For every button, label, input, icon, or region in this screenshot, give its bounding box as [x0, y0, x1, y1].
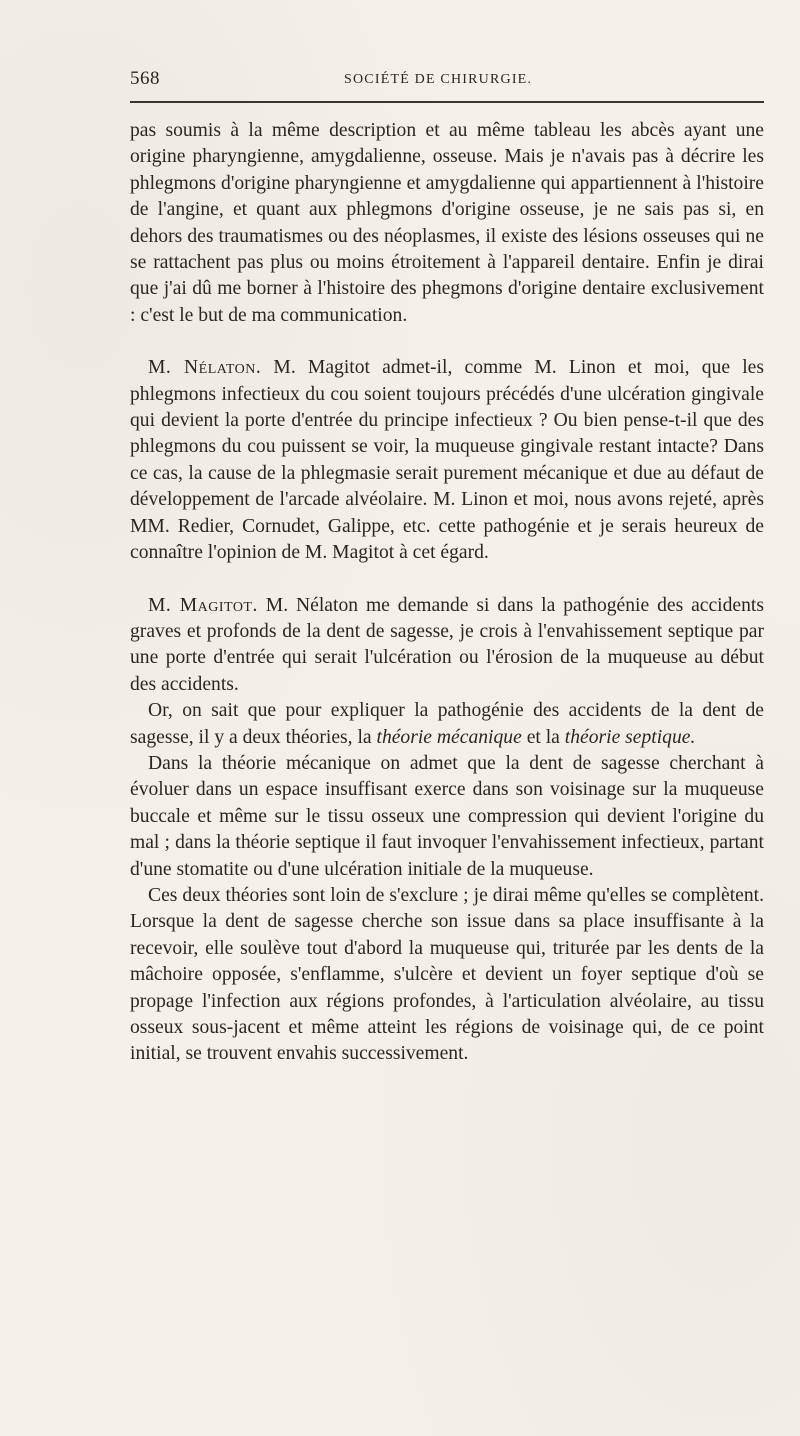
paragraph-text: Ces deux théories sont loin de s'exclure ; je dirai même qu'elles se complètent. Lorsque la dent de sagesse cherche son issue dans sa place insuffisante à la recevoir, elle soulève tout d'abord la muqueuse qui, triturée par les dents de la mâchoire opposée, s'enflamme, s'ulcère et devient un foyer septique d'où se propage l'infection aux régions profondes, à l'articulation alvéolaire, au tissu osseux sous-jacent et même atteint les régions de voisinage qui, de ce point initial, se trouvent envahis successivement.	[130, 884, 764, 1065]
body-text	[130, 118, 764, 1068]
paragraph-text: Or, on sait que pour expliquer la pathogénie des accidents de la dent de sagesse, il y a deux théories, la	[130, 700, 764, 748]
page-number: 568	[130, 68, 160, 89]
paragraph-text: M. Nélaton me demande si dans la pathogénie des accidents graves et profonds de la dent de sagesse, je crois à l'envahissement septique par une porte d'entrée qui serait l'ulcération ou l'érosion de la muqueuse au début des accidents.	[130, 594, 764, 695]
paragraph-magitot	[130, 593, 764, 699]
paragraph-conclusion	[130, 883, 764, 1068]
running-head	[130, 62, 764, 92]
paragraph-text: et la	[526, 726, 560, 748]
italic-term: théorie mécanique	[376, 726, 522, 748]
italic-term: théorie septique.	[564, 726, 696, 748]
header-rule	[130, 101, 764, 103]
paragraph-nelaton	[130, 355, 764, 566]
paragraph-continuation	[130, 118, 764, 329]
paragraph-theories	[130, 698, 764, 751]
paragraph-mechanical-theory	[130, 751, 764, 883]
header-title: SOCIÉTÉ DE CHIRURGIE.	[344, 72, 533, 87]
paragraph-text: pas soumis à la même description et au même tableau les abcès ayant une origine pharyngienne, amygdalienne, osseuse. Mais je n'avais pas à décrire les phlegmons d'origine pharyngienne et amygdalienne qui appartiennent à l'histoire de l'angine, et quant aux phlegmons d'origine osseuse, je ne sais pas si, en dehors des traumatismes ou des néoplasmes, il existe des lésions osseuses qui ne se rattachent pas plus ou moins étroitement à l'appareil dentaire. Enfin je dirai que j'ai dû me borner à l'histoire des phegmons d'origine dentaire exclusivement : c'est le but de ma communication.	[130, 120, 764, 326]
paragraph-text: M. Magitot admet-il, comme M. Linon et moi, que les phlegmons infectieux du cou soient toujours précédés d'une ulcération gingivale qui devient la porte d'entrée du principe infectieux ? Ou bien pense-t-il que des phlegmons du cou puissent se voir, la muqueuse gingivale restant intacte? Dans ce cas, la cause de la phlegmasie serait purement mécanique et due au défaut de développement de l'arcade alvéolaire. M. Linon et moi, nous avons rejeté, après MM. Redier, Cornudet, Galippe, etc. cette pathogénie et je serais heureux de connaître l'opinion de M. Magitot à cet égard.	[130, 357, 764, 564]
paragraph-text: Dans la théorie mécanique on admet que la dent de sagesse cherchant à évoluer dans un espace insuffisant exerce dans son voisinage sur la muqueuse buccale et même sur le tissu osseux une compression qui devient l'origine du mal ; dans la théorie septique il faut invoquer l'envahissement infectieux, partant d'une stomatite ou d'une ulcération initiale de la muqueuse.	[130, 752, 764, 880]
speaker-name: M. Nélaton.	[148, 357, 262, 379]
speaker-name: M. Magitot.	[148, 594, 258, 616]
